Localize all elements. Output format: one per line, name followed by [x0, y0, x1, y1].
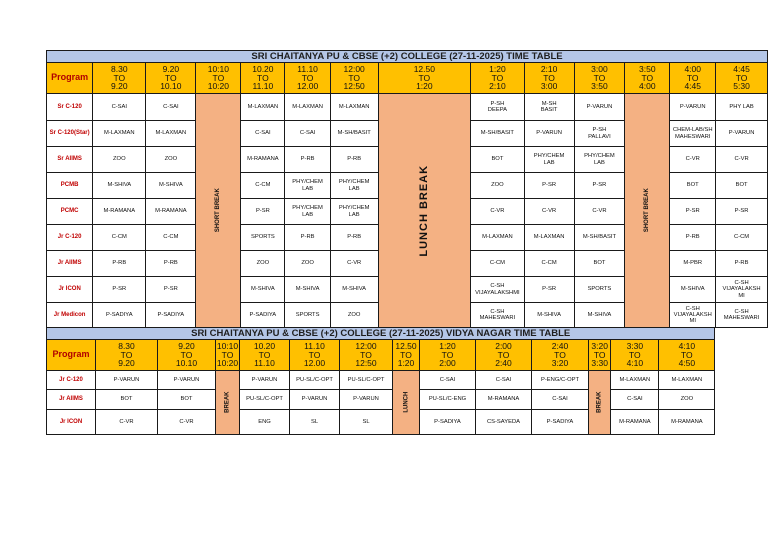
schedule-cell: P-SADIYA [241, 303, 285, 328]
schedule-cell: C-SAI [93, 94, 146, 121]
time-slot-line: TO [418, 72, 431, 83]
schedule-cell: C-VR [471, 199, 524, 225]
schedule-cell: M-RAMANA [241, 147, 285, 173]
time-slot-line: 12.00 [296, 81, 319, 92]
time-slot-line: 3:50 [591, 81, 608, 92]
time-slot-line: 2:40 [495, 358, 512, 369]
schedule-cell: M-LAXMAN [471, 225, 524, 251]
schedule-cell: C-VR [96, 410, 158, 435]
schedule-cell: M-SHIVA [146, 173, 196, 199]
time-slot-header [290, 340, 340, 371]
schedule-cell: M-SH/BASIT [574, 225, 625, 251]
time-slot-header [196, 63, 241, 94]
schedule-cell: SL [290, 410, 340, 435]
time-slot-line: TO [360, 349, 372, 360]
time-slot-header [96, 340, 158, 371]
time-slot-line: 3:50 [639, 63, 656, 74]
time-slot-line: 3:20 [551, 358, 569, 369]
program-header: Program [47, 63, 93, 94]
program-name: PCMC [47, 199, 93, 225]
schedule-cell: PU-SL/C-OPT [290, 371, 340, 390]
time-slot-header [625, 63, 670, 94]
timetable-main [46, 50, 768, 328]
time-slot-header [393, 340, 420, 371]
schedule-cell: P-SADIYA [93, 303, 146, 328]
schedule-cell: M-RAMANA [611, 410, 659, 435]
program-name: Jr AIIMS [47, 251, 93, 277]
break-column-label: BREAK [224, 391, 231, 414]
short-break-column-label: SHORT BREAK [644, 188, 651, 233]
schedule-cell: C-SAI [241, 121, 285, 147]
lunch-break-column [378, 94, 471, 328]
time-slot-line: TO [735, 72, 748, 83]
schedule-cell: C-SAI [611, 390, 659, 410]
schedule-cell: M-LAXMAN [241, 94, 285, 121]
schedule-cell: M-LAXMAN [659, 371, 715, 390]
time-slot-line: 10.10 [160, 81, 182, 92]
schedule-cell: M-RAMANA [659, 410, 715, 435]
schedule-cell: P-RB [93, 251, 146, 277]
time-slot-line: 9.20 [162, 63, 180, 74]
schedule-cell: P-RB [670, 225, 716, 251]
time-slot-header [659, 340, 715, 371]
table-row [47, 410, 715, 435]
schedule-cell: ZOO [285, 251, 330, 277]
schedule-cell: M-RAMANA [93, 199, 146, 225]
schedule-cell: C-SH MAHESWARI [716, 303, 768, 328]
schedule-cell: ZOO [241, 251, 285, 277]
program-name: Sr C-120(Star) [47, 121, 93, 147]
schedule-cell: PHY LAB [716, 94, 768, 121]
time-slot-line: 1:20 [489, 63, 506, 74]
time-slot-line: TO [681, 349, 693, 360]
program-name: Jr Medicon [47, 303, 93, 328]
time-slot-line: 10:20 [207, 81, 229, 92]
time-slot-line: TO [257, 72, 269, 83]
time-slot-line: TO [258, 349, 271, 360]
time-slot-header [146, 63, 196, 94]
schedule-cell: BOT [574, 251, 625, 277]
schedule-cell: PU-SL/C-OPT [340, 371, 393, 390]
time-slot-line: TO [593, 72, 606, 83]
time-slot-line: 4:50 [678, 358, 696, 369]
time-slot-line: 12:00 [343, 63, 365, 74]
time-slot-header [524, 63, 574, 94]
schedule-cell: ENG [240, 410, 290, 435]
schedule-cell: P-SR [670, 199, 716, 225]
schedule-cell: CHEM-LAB/SH MAHESWARI [670, 121, 716, 147]
schedule-cell: M-PBR [670, 251, 716, 277]
schedule-cell: P-VARUN [524, 121, 574, 147]
schedule-cell: P-RB [285, 147, 330, 173]
time-slot-line: 12.50 [395, 340, 417, 351]
time-slot-line: 10:20 [216, 358, 239, 369]
schedule-cell: PHY/CHEM LAB [524, 147, 574, 173]
program-name: Jr ICON [47, 410, 96, 435]
schedule-cell: C-CM [716, 225, 768, 251]
time-slot-line: 3:00 [540, 81, 558, 92]
schedule-cell: M-LAXMAN [146, 121, 196, 147]
time-slot-line: 1:20 [439, 340, 456, 351]
schedule-cell: M-SHIVA [93, 173, 146, 199]
time-slot-line: 10:10 [207, 63, 229, 74]
schedule-cell: PU-SL/C-OPT [240, 390, 290, 410]
time-slot-header [241, 63, 285, 94]
schedule-cell: C-SH VIJAYALAKSH MI [716, 277, 768, 303]
schedule-cell: P-VARUN [158, 371, 216, 390]
program-name: Sr C-120 [47, 94, 93, 121]
short-break-column-label: SHORT BREAK [215, 188, 222, 233]
time-slot-header [670, 63, 716, 94]
time-slot-line: 2:00 [439, 358, 456, 369]
time-slot-line: TO [400, 349, 412, 360]
schedule-cell: P-VARUN [290, 390, 340, 410]
schedule-cell: M-SHIVA [285, 277, 330, 303]
time-slot-line: TO [348, 72, 360, 83]
time-slot-line: TO [113, 72, 126, 83]
schedule-cell: P-RB [330, 225, 378, 251]
time-slot-line: TO [212, 72, 225, 83]
table-row [47, 94, 768, 121]
schedule-cell: C-VR [574, 199, 625, 225]
schedule-cell: P-RB [716, 251, 768, 277]
time-slot-line: 5:30 [733, 81, 750, 92]
schedule-cell: M-SH/BASIT [330, 121, 378, 147]
time-slot-header [532, 340, 589, 371]
schedule-cell: C-VR [524, 199, 574, 225]
break-column [216, 371, 240, 435]
lunch-break-column-label: LUNCH BREAK [417, 164, 430, 257]
schedule-cell: P-VARUN [716, 121, 768, 147]
schedule-cell: M-SHIVA [524, 303, 574, 328]
time-slot-header [216, 340, 240, 371]
time-slot-line: 12:50 [343, 81, 365, 92]
schedule-cell: P-RB [330, 147, 378, 173]
schedule-cell: SPORTS [241, 225, 285, 251]
time-slot-line: TO [120, 349, 133, 360]
schedule-cell: ZOO [330, 303, 378, 328]
time-slot-header [340, 340, 393, 371]
schedule-cell: SPORTS [574, 277, 625, 303]
schedule-cell: M-SH/BASIT [471, 121, 524, 147]
schedule-cell: P-SR [574, 173, 625, 199]
time-slot-line: 10.10 [175, 358, 198, 369]
time-slot-line: TO [180, 349, 193, 360]
schedule-cell: SL [340, 410, 393, 435]
time-slot-header [589, 340, 611, 371]
time-slot-line: TO [686, 72, 699, 83]
time-slot-line: TO [308, 349, 321, 360]
schedule-cell: C-SAI [420, 371, 476, 390]
schedule-cell: P-ENG/C-OPT [532, 371, 589, 390]
schedule-cell: PHY/CHEM LAB [330, 173, 378, 199]
time-slot-line: 11.10 [252, 81, 274, 92]
time-slot-line: 12.50 [413, 63, 435, 74]
time-slot-header [330, 63, 378, 94]
schedule-cell: P-SR [241, 199, 285, 225]
schedule-cell: C-CM [93, 225, 146, 251]
time-slot-line: 8.30 [111, 63, 128, 74]
time-slot-line: 2:10 [489, 81, 506, 92]
lunch-column [393, 371, 420, 435]
program-name: Jr C-120 [47, 371, 96, 390]
timetable-title: SRI CHAITANYA PU & CBSE (+2) COLLEGE (27-11-2025) TIME TABLE [47, 51, 768, 63]
time-slot-line: 4:00 [684, 63, 701, 74]
schedule-cell: P-SH DEEPA [471, 94, 524, 121]
break-column [589, 371, 611, 435]
schedule-cell: ZOO [93, 147, 146, 173]
time-slot-line: TO [629, 349, 641, 360]
schedule-cell: SPORTS [285, 303, 330, 328]
timetable-title: SRI CHAITANYA PU & CBSE (+2) COLLEGE (27-11-2025) VIDYA NAGAR TIME TABLE [47, 328, 715, 340]
short-break-column [196, 94, 241, 328]
schedule-cell: ZOO [146, 147, 196, 173]
time-slot-line: TO [165, 72, 177, 83]
time-slot-line: 3:30 [626, 340, 644, 351]
schedule-cell: M-SH BASIT [524, 94, 574, 121]
schedule-cell: P-VARUN [574, 94, 625, 121]
time-slot-line: 4:10 [678, 340, 696, 351]
schedule-cell: P-RB [285, 225, 330, 251]
time-slot-line: TO [641, 72, 654, 83]
time-slot-line: 10.20 [252, 63, 274, 74]
time-slot-line: 8.30 [118, 340, 135, 351]
schedule-cell: C-CM [241, 173, 285, 199]
program-name: Sr AIIMS [47, 147, 93, 173]
lunch-column-label: LUNCH [402, 391, 409, 413]
time-slot-line: 3:00 [591, 63, 608, 74]
time-slot-header [158, 340, 216, 371]
time-slot-line: TO [221, 349, 234, 360]
time-slot-line: 9.20 [118, 358, 135, 369]
schedule-cell: P-SR [93, 277, 146, 303]
schedule-cell: ZOO [659, 390, 715, 410]
time-slot-line: 1:20 [397, 358, 415, 369]
schedule-cell: BOT [158, 390, 216, 410]
table-row [47, 371, 715, 390]
schedule-cell: M-LAXMAN [285, 94, 330, 121]
schedule-cell: M-SHIVA [574, 303, 625, 328]
time-slot-line: TO [491, 72, 504, 83]
time-slot-line: 4:00 [639, 81, 656, 92]
time-slot-line: 9.20 [111, 81, 128, 92]
time-slot-line: 3:30 [591, 358, 608, 369]
schedule-cell: ZOO [471, 173, 524, 199]
time-slot-header [471, 63, 524, 94]
schedule-cell: PHY/CHEM LAB [330, 199, 378, 225]
schedule-cell: P-VARUN [670, 94, 716, 121]
schedule-cell: BOT [96, 390, 158, 410]
time-slot-header [716, 63, 768, 94]
timetable-vidya-nagar [46, 327, 715, 435]
schedule-cell: P-SR [146, 277, 196, 303]
time-slot-header [611, 340, 659, 371]
schedule-cell: M-LAXMAN [330, 94, 378, 121]
program-name: PCMB [47, 173, 93, 199]
schedule-cell: BOT [471, 147, 524, 173]
schedule-cell: M-SHIVA [330, 277, 378, 303]
schedule-cell: C-SAI [532, 390, 589, 410]
schedule-cell: P-SADIYA [532, 410, 589, 435]
schedule-cell: C-SAI [146, 94, 196, 121]
schedule-cell: P-SR [524, 173, 574, 199]
schedule-cell: M-LAXMAN [611, 371, 659, 390]
schedule-cell: C-SH VIJAYALAKSH MI [670, 303, 716, 328]
program-name: Jr C-120 [47, 225, 93, 251]
schedule-cell: PHY/CHEM LAB [285, 173, 330, 199]
schedule-cell: CS-SAYEDA [476, 410, 532, 435]
schedule-cell: C-SH VIJAYALAKSHMI [471, 277, 524, 303]
short-break-column [625, 94, 670, 328]
time-slot-header [420, 340, 476, 371]
time-slot-line: 4:45 [733, 63, 750, 74]
schedule-cell: C-VR [716, 147, 768, 173]
time-slot-line: TO [554, 349, 566, 360]
time-slot-line: 12:00 [355, 340, 377, 351]
schedule-cell: M-SHIVA [241, 277, 285, 303]
time-slot-line: 11.10 [297, 63, 318, 74]
time-slot-header [240, 340, 290, 371]
schedule-cell: M-LAXMAN [524, 225, 574, 251]
schedule-cell: C-SAI [476, 371, 532, 390]
schedule-cell: C-SH MAHESWARI [471, 303, 524, 328]
time-slot-header [93, 63, 146, 94]
time-slot-line: 4:10 [626, 358, 644, 369]
schedule-cell: C-CM [471, 251, 524, 277]
schedule-cell: C-VR [670, 147, 716, 173]
time-slot-line: 9.20 [178, 340, 195, 351]
schedule-cell: M-RAMANA [146, 199, 196, 225]
time-slot-line: 1:20 [416, 81, 433, 92]
time-slot-line: 12:50 [355, 358, 377, 369]
time-slot-header [285, 63, 330, 94]
schedule-cell: C-VR [330, 251, 378, 277]
time-slot-line: 11.10 [304, 340, 325, 351]
time-slot-line: 2:40 [551, 340, 569, 351]
schedule-cell: P-RB [146, 251, 196, 277]
schedule-cell: BOT [716, 173, 768, 199]
program-name: Jr AIIMS [47, 390, 96, 410]
schedule-cell: P-VARUN [340, 390, 393, 410]
schedule-cell: BOT [670, 173, 716, 199]
time-slot-header [476, 340, 532, 371]
time-slot-header [378, 63, 471, 94]
schedule-cell: P-VARUN [96, 371, 158, 390]
schedule-cell: PHY/CHEM LAB [285, 199, 330, 225]
program-name: Jr ICON [47, 277, 93, 303]
schedule-cell: P-SR [716, 199, 768, 225]
time-slot-line: 10.20 [253, 340, 276, 351]
time-slot-line: 2:00 [495, 340, 512, 351]
schedule-cell: C-CM [146, 225, 196, 251]
break-column-label: BREAK [596, 391, 603, 414]
schedule-cell: M-SHIVA [670, 277, 716, 303]
time-slot-line: TO [441, 349, 454, 360]
schedule-cell: PU-SL/C-ENG [420, 390, 476, 410]
time-slot-line: TO [497, 349, 510, 360]
table-row [47, 390, 715, 410]
schedule-cell: C-CM [524, 251, 574, 277]
time-slot-header [574, 63, 625, 94]
schedule-cell: P-VARUN [240, 371, 290, 390]
time-slot-line: TO [301, 72, 314, 83]
schedule-cell: P-SADIYA [420, 410, 476, 435]
time-slot-line: TO [593, 349, 606, 360]
program-header: Program [47, 340, 96, 371]
schedule-cell: M-RAMANA [476, 390, 532, 410]
time-slot-line: 10:10 [216, 340, 239, 351]
schedule-cell: P-SR [524, 277, 574, 303]
schedule-cell: P-SH PALLAVI [574, 121, 625, 147]
schedule-cell: C-VR [158, 410, 216, 435]
time-slot-line: 12.00 [303, 358, 326, 369]
schedule-cell: P-SADIYA [146, 303, 196, 328]
time-slot-line: 3:20 [591, 340, 608, 351]
time-slot-line: 11.10 [254, 358, 275, 369]
schedule-cell: C-SAI [285, 121, 330, 147]
time-slot-line: 2:10 [540, 63, 558, 74]
schedule-cell: PHY/CHEM LAB [574, 147, 625, 173]
time-slot-line: 4:45 [684, 81, 701, 92]
schedule-cell: M-LAXMAN [93, 121, 146, 147]
time-slot-line: TO [543, 72, 555, 83]
